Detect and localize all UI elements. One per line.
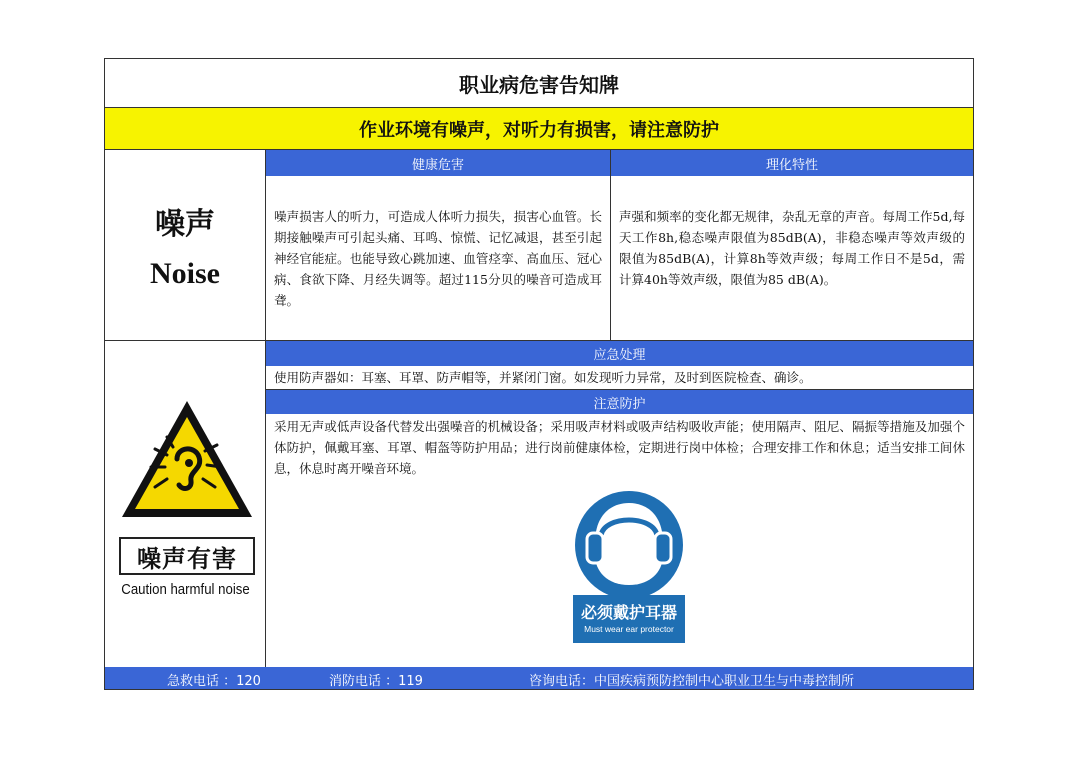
fire-call: 消防电话 ：119 (329, 674, 423, 689)
footer-contact-bar (105, 667, 973, 689)
warning-banner: 作业环境有噪声，对听力有损害，请注意防护 (105, 108, 973, 150)
physical-property-header: 理化特性 (611, 150, 973, 176)
noise-warning-triangle-icon (119, 397, 255, 523)
hazard-name-cell (105, 150, 266, 341)
consult-call: 咨询电话：中国疾病预防控制中心职业卫生与中毒控制所 (529, 674, 855, 689)
warning-sign-label-en: Caution harmful noise (121, 581, 250, 598)
health-hazard-text: 噪声损害人的听力，可造成人体听力损失，损害心血管。长期接触噪声可引起头痛、耳鸣、惊慌、记忆减退，甚至引起神经官能症。也能导致心跳加速、血管痉挛、高血压、冠心病、食欲下降、月经失调等。超过115分贝的噪音可造成耳聋。 (266, 176, 611, 341)
ear-protector-label (573, 595, 685, 643)
board-title: 职业病危害告知牌 (105, 59, 973, 108)
precaution-text: 采用无声或低声设备代替发出强噪音的机械设备；采用吸声材料或吸声结构吸收声能；使用隔声、阻尼、隔振等措施及加强个体防护，佩戴耳塞、耳罩、帽盔等防护用品；进行岗前健康体检，定期进行岗中体检；合理安排工作和休息；适当安排工间休息，休息时离开噪音环境。 (274, 419, 965, 476)
health-hazard-header: 健康危害 (266, 150, 611, 176)
ear-protector-icon (571, 489, 687, 601)
ear-protector-label-en: Must wear ear protector (584, 624, 674, 634)
notice-board (104, 58, 974, 690)
emergency-call: 急救电话 ：120 (167, 674, 261, 689)
ear-protector-label-cn: 必须戴护耳器 (580, 603, 677, 622)
physical-property-text: 声强和频率的变化都无规律，杂乱无章的声音。每周工作5d,每天工作8h,稳态噪声限值为85dB(A)，非稳态噪声等效声级的限值为85dB(A)，计算8h等效声级；每周工作日不是5d，需计算40h等效声级，限值为85 dB(A)。 (611, 176, 973, 341)
emergency-text: 使用防声器如：耳塞、耳罩、防声帽等，并紧闭门窗。如发现听力异常，及时到医院检查、确诊。 (266, 366, 973, 390)
hazard-name-cn: 噪声 (155, 207, 215, 242)
emergency-header: 应急处理 (266, 341, 973, 366)
warning-sign-cell (105, 341, 266, 667)
warning-sign-label-cn: 噪声有害 (119, 537, 255, 575)
hazard-name-en: Noise (150, 257, 220, 290)
precaution-header: 注意防护 (266, 390, 973, 414)
